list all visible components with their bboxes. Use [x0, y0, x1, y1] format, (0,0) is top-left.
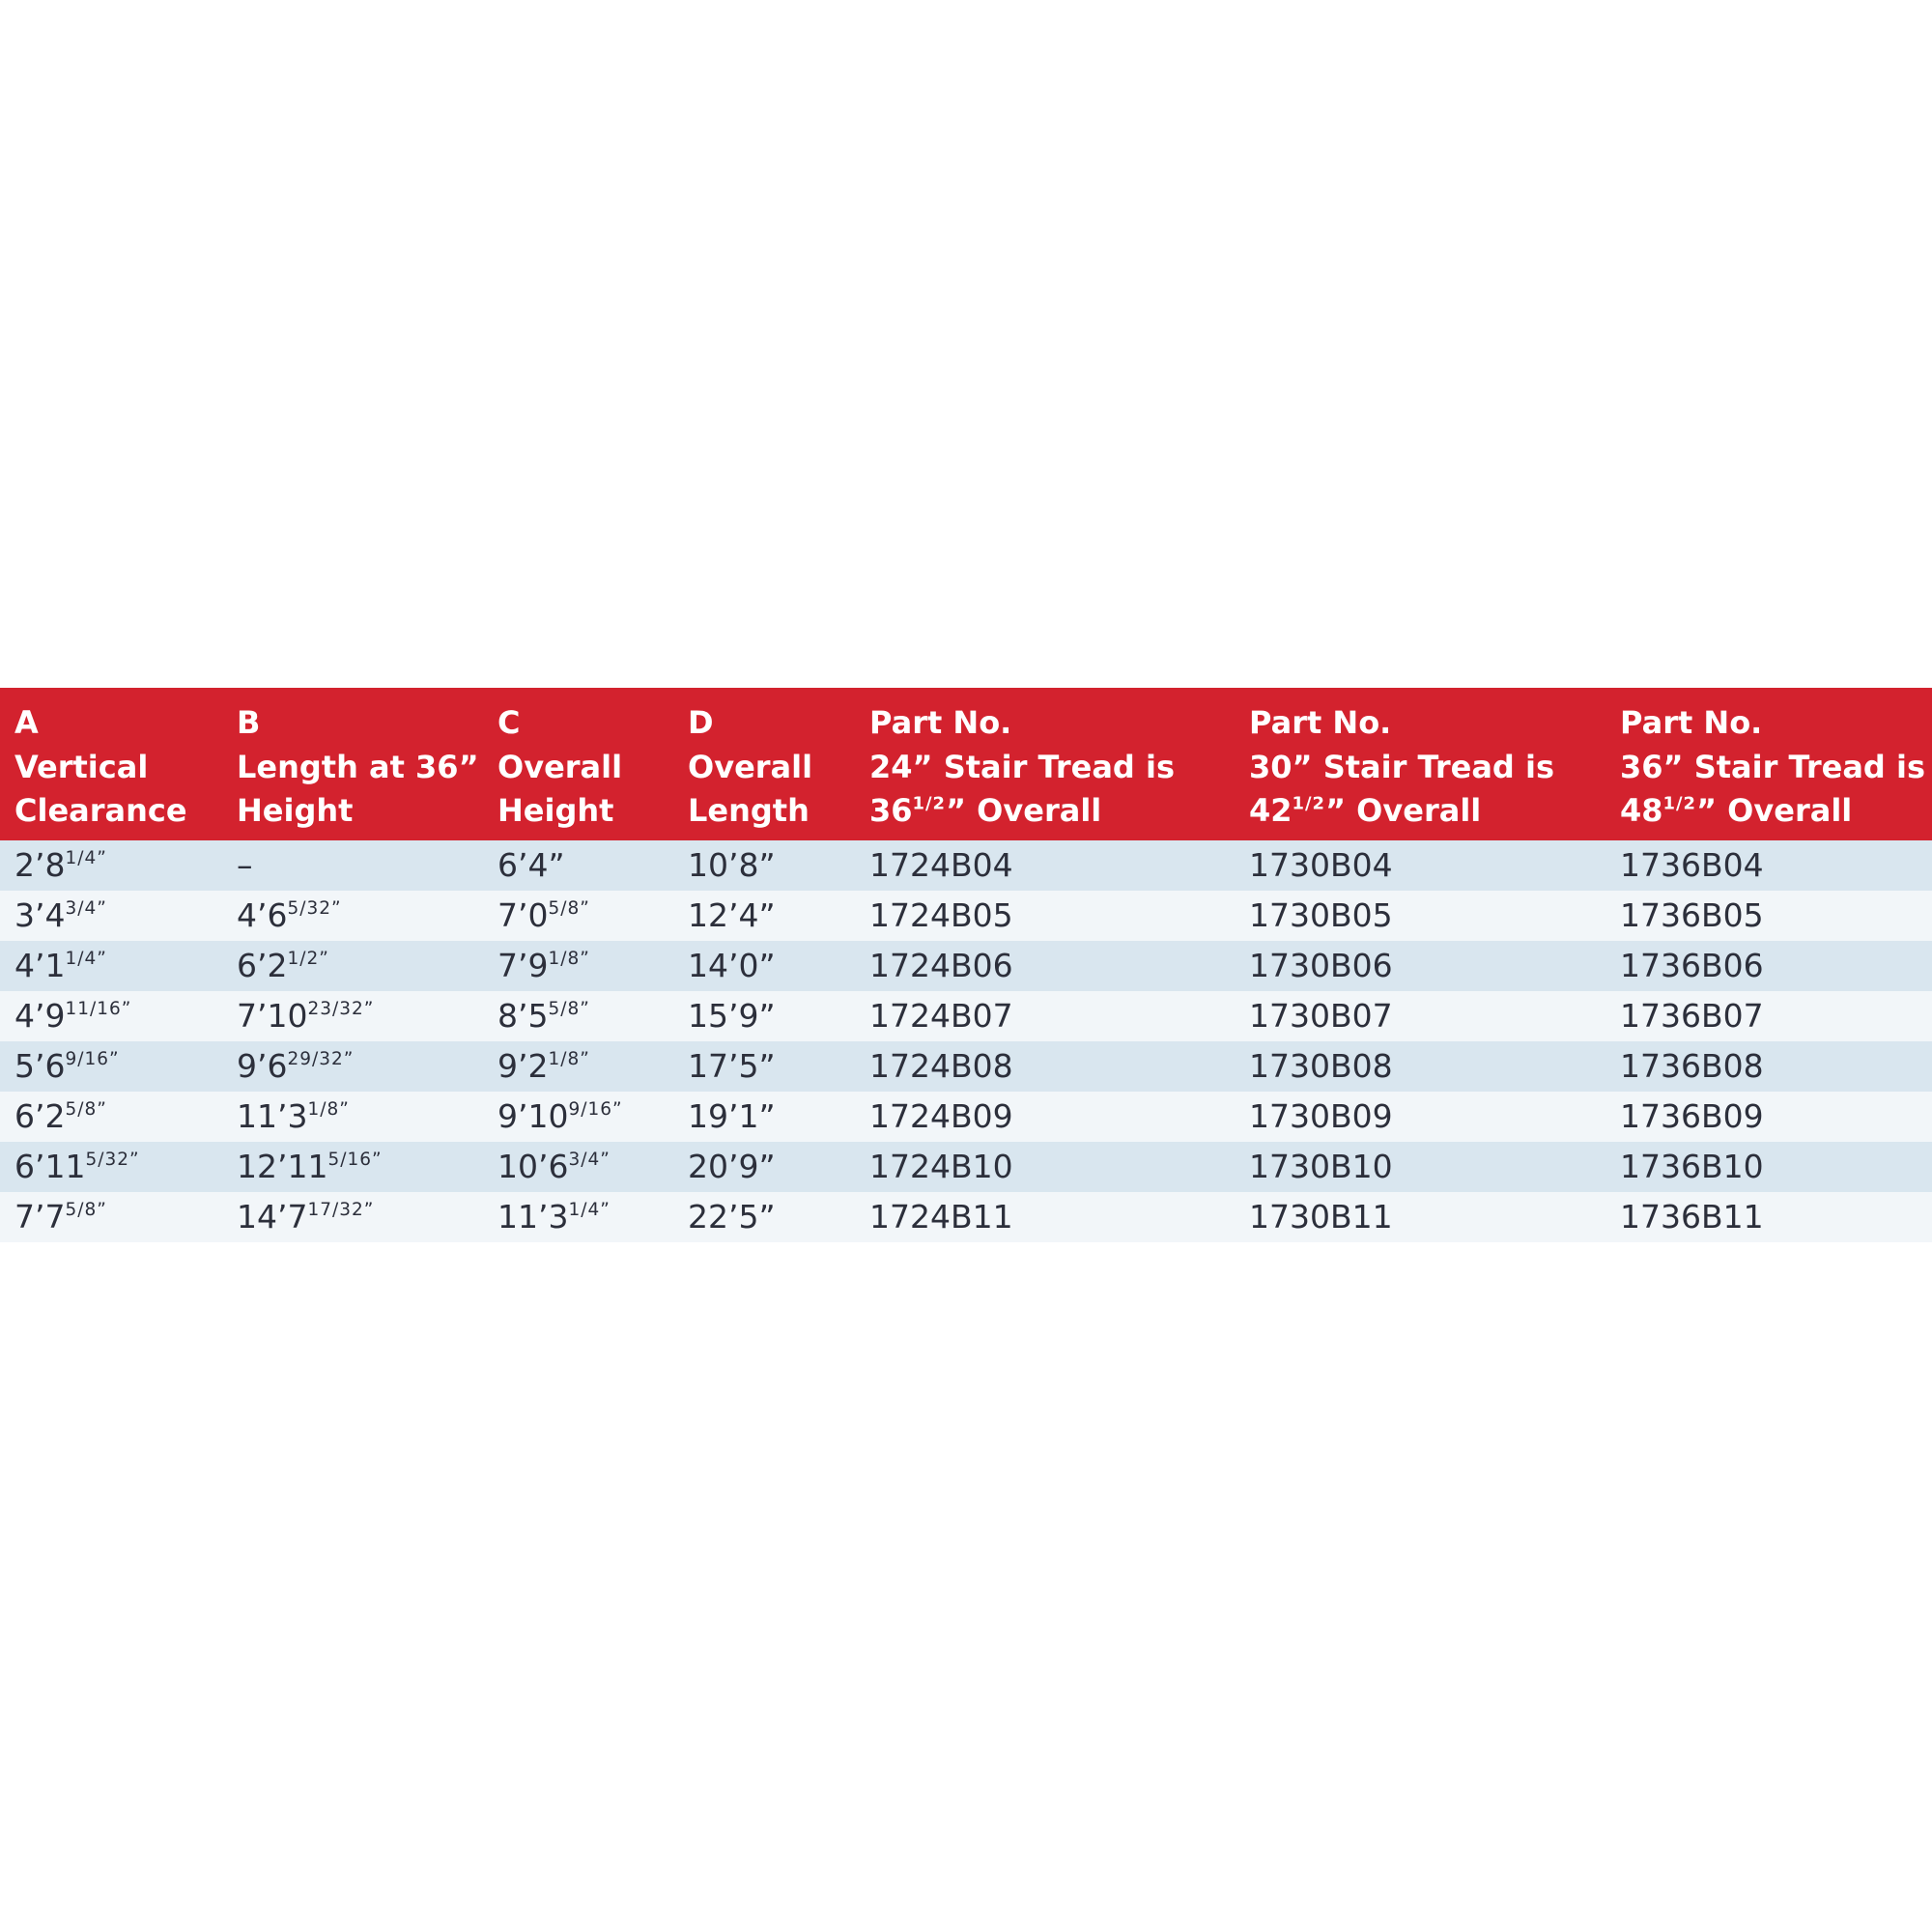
header-letter: C [497, 704, 521, 741]
cell-value: 11’3 [497, 1198, 569, 1236]
cell-fraction: 5/32” [287, 898, 342, 920]
cell-fraction: 1/4” [65, 949, 107, 970]
cell-overall-height [483, 941, 673, 991]
cell-value: 9’2 [497, 1047, 549, 1085]
cell-part-36: 1736B10 [1620, 1148, 1764, 1185]
cell-part-24: 1724B08 [869, 1047, 1013, 1085]
cell-value: 7’9 [497, 947, 549, 984]
cell-part-30: 1730B09 [1249, 1097, 1393, 1135]
cell-part-36: 1736B06 [1620, 947, 1764, 984]
cell-overall-height [483, 1192, 673, 1242]
header-description [1249, 746, 1605, 833]
cell-value: 10’6 [497, 1148, 569, 1185]
cell-value: – [237, 846, 253, 884]
header-part-24 [855, 688, 1235, 840]
cell-part-36: 1736B09 [1620, 1097, 1764, 1135]
table-row [0, 1092, 1932, 1142]
header-number: 48 [1620, 792, 1663, 829]
header-suffix: ” Overall [1325, 792, 1482, 829]
header-line: Clearance [14, 792, 187, 829]
table-header [0, 688, 1932, 840]
header-b [222, 688, 483, 840]
header-line [1620, 789, 1932, 833]
header-description [237, 746, 483, 833]
cell-overall-length: 20’9” [688, 1148, 776, 1185]
header-c [483, 688, 673, 840]
header-part-30 [1235, 688, 1605, 840]
cell-value: 9’6 [237, 1047, 288, 1085]
cell-part-30: 1730B10 [1249, 1148, 1393, 1185]
cell-length-at-36 [222, 941, 483, 991]
cell-length-at-36 [222, 991, 483, 1041]
header-number: 36 [869, 792, 913, 829]
cell-length-at-36 [222, 1192, 483, 1242]
cell-value: 2’8 [14, 846, 66, 884]
header-description [688, 746, 855, 833]
cell-overall-height [483, 1142, 673, 1192]
cell-overall-height [483, 1041, 673, 1092]
table-row [0, 941, 1932, 991]
header-line: 36” Stair Tread is [1620, 749, 1925, 785]
header-letter: D [688, 704, 714, 741]
cell-overall-length: 22’5” [688, 1198, 776, 1236]
cell-part-36: 1736B05 [1620, 896, 1764, 934]
header-line: Height [237, 792, 354, 829]
cell-overall-length: 14’0” [688, 947, 776, 984]
cell-overall-length: 12’4” [688, 896, 776, 934]
header-description [1620, 746, 1932, 833]
cell-fraction: 3/4” [568, 1150, 611, 1171]
cell-value: 6’2 [237, 947, 288, 984]
cell-fraction: 1/8” [548, 1049, 590, 1070]
header-letter: A [14, 704, 39, 741]
cell-fraction: 5/8” [65, 1200, 107, 1221]
cell-fraction: 1/2” [287, 949, 329, 970]
header-row [0, 688, 1932, 840]
cell-value: 4’9 [14, 997, 66, 1035]
cell-length-at-36 [222, 891, 483, 941]
cell-length-at-36 [222, 840, 483, 891]
cell-value: 7’0 [497, 896, 549, 934]
cell-fraction: 17/32” [307, 1200, 375, 1221]
cell-vertical-clearance [0, 991, 222, 1041]
header-line: Length at 36” [237, 749, 479, 785]
cell-value: 4’6 [237, 896, 288, 934]
cell-value: 6’4” [497, 846, 565, 884]
header-line: Vertical [14, 749, 149, 785]
cell-value: 4’1 [14, 947, 66, 984]
header-letter: Part No. [1620, 704, 1763, 741]
cell-part-24: 1724B09 [869, 1097, 1013, 1135]
table-row [0, 891, 1932, 941]
cell-part-24: 1724B05 [869, 896, 1013, 934]
cell-value: 7’10 [237, 997, 308, 1035]
cell-part-24: 1724B04 [869, 846, 1013, 884]
header-fraction: 1/2 [912, 793, 946, 814]
cell-value: 12’11 [237, 1148, 328, 1185]
cell-fraction: 5/16” [327, 1150, 383, 1171]
cell-fraction: 11/16” [65, 999, 132, 1020]
cell-part-30: 1730B06 [1249, 947, 1393, 984]
header-part-36 [1605, 688, 1932, 840]
cell-fraction: 9/16” [568, 1099, 623, 1121]
cell-overall-length: 15’9” [688, 997, 776, 1035]
cell-vertical-clearance [0, 1041, 222, 1092]
cell-overall-height [483, 991, 673, 1041]
cell-fraction: 1/8” [548, 949, 590, 970]
cell-overall-length: 10’8” [688, 846, 776, 884]
cell-overall-length: 19’1” [688, 1097, 776, 1135]
cell-value: 11’3 [237, 1097, 308, 1135]
cell-part-30: 1730B04 [1249, 846, 1393, 884]
cell-fraction: 1/4” [65, 848, 107, 869]
header-suffix: ” Overall [946, 792, 1102, 829]
cell-part-24: 1724B11 [869, 1198, 1013, 1236]
header-d [673, 688, 855, 840]
header-description [869, 746, 1235, 833]
header-line [1249, 789, 1605, 833]
cell-part-36: 1736B07 [1620, 997, 1764, 1035]
header-line: 24” Stair Tread is [869, 749, 1175, 785]
cell-overall-height [483, 1092, 673, 1142]
table-row [0, 1041, 1932, 1092]
cell-overall-height [483, 891, 673, 941]
cell-fraction: 1/8” [307, 1099, 350, 1121]
cell-vertical-clearance [0, 1092, 222, 1142]
cell-part-30: 1730B05 [1249, 896, 1393, 934]
cell-fraction: 29/32” [287, 1049, 355, 1070]
table-row [0, 1192, 1932, 1242]
header-letter: Part No. [869, 704, 1012, 741]
cell-vertical-clearance [0, 891, 222, 941]
cell-vertical-clearance [0, 1192, 222, 1242]
cell-value: 5’6 [14, 1047, 66, 1085]
header-line: Overall [497, 749, 623, 785]
cell-part-36: 1736B11 [1620, 1198, 1764, 1236]
cell-value: 6’11 [14, 1148, 86, 1185]
cell-part-24: 1724B07 [869, 997, 1013, 1035]
cell-fraction: 9/16” [65, 1049, 120, 1070]
cell-fraction: 5/8” [65, 1099, 107, 1121]
header-letter: B [237, 704, 261, 741]
table-row [0, 1142, 1932, 1192]
header-line: Length [688, 792, 810, 829]
header-description [14, 746, 222, 833]
cell-value: 14’7 [237, 1198, 308, 1236]
cell-length-at-36 [222, 1142, 483, 1192]
cell-fraction: 5/8” [548, 999, 590, 1020]
cell-value: 9’10 [497, 1097, 569, 1135]
header-line [869, 789, 1235, 833]
cell-part-36: 1736B08 [1620, 1047, 1764, 1085]
cell-part-24: 1724B06 [869, 947, 1013, 984]
table-body [0, 840, 1932, 1242]
cell-part-36: 1736B04 [1620, 846, 1764, 884]
cell-overall-height [483, 840, 673, 891]
header-letter: Part No. [1249, 704, 1392, 741]
header-description [497, 746, 673, 833]
cell-part-30: 1730B07 [1249, 997, 1393, 1035]
cell-fraction: 5/8” [548, 898, 590, 920]
table-row [0, 840, 1932, 891]
cell-value: 3’4 [14, 896, 66, 934]
cell-fraction: 1/4” [568, 1200, 611, 1221]
cell-length-at-36 [222, 1092, 483, 1142]
cell-part-24: 1724B10 [869, 1148, 1013, 1185]
cell-part-30: 1730B08 [1249, 1047, 1393, 1085]
header-fraction: 1/2 [1662, 793, 1696, 814]
header-a [0, 688, 222, 840]
cell-fraction: 23/32” [307, 999, 375, 1020]
header-suffix: ” Overall [1696, 792, 1853, 829]
cell-vertical-clearance [0, 840, 222, 891]
cell-value: 7’7 [14, 1198, 66, 1236]
header-line: 30” Stair Tread is [1249, 749, 1554, 785]
header-line: Height [497, 792, 614, 829]
table-row [0, 991, 1932, 1041]
stair-spec-table [0, 688, 1932, 1242]
cell-value: 6’2 [14, 1097, 66, 1135]
header-line: Overall [688, 749, 813, 785]
cell-vertical-clearance [0, 1142, 222, 1192]
cell-length-at-36 [222, 1041, 483, 1092]
cell-value: 8’5 [497, 997, 549, 1035]
cell-part-30: 1730B11 [1249, 1198, 1393, 1236]
header-number: 42 [1249, 792, 1293, 829]
cell-overall-length: 17’5” [688, 1047, 776, 1085]
cell-fraction: 5/32” [85, 1150, 140, 1171]
header-fraction: 1/2 [1292, 793, 1325, 814]
cell-vertical-clearance [0, 941, 222, 991]
cell-fraction: 3/4” [65, 898, 107, 920]
